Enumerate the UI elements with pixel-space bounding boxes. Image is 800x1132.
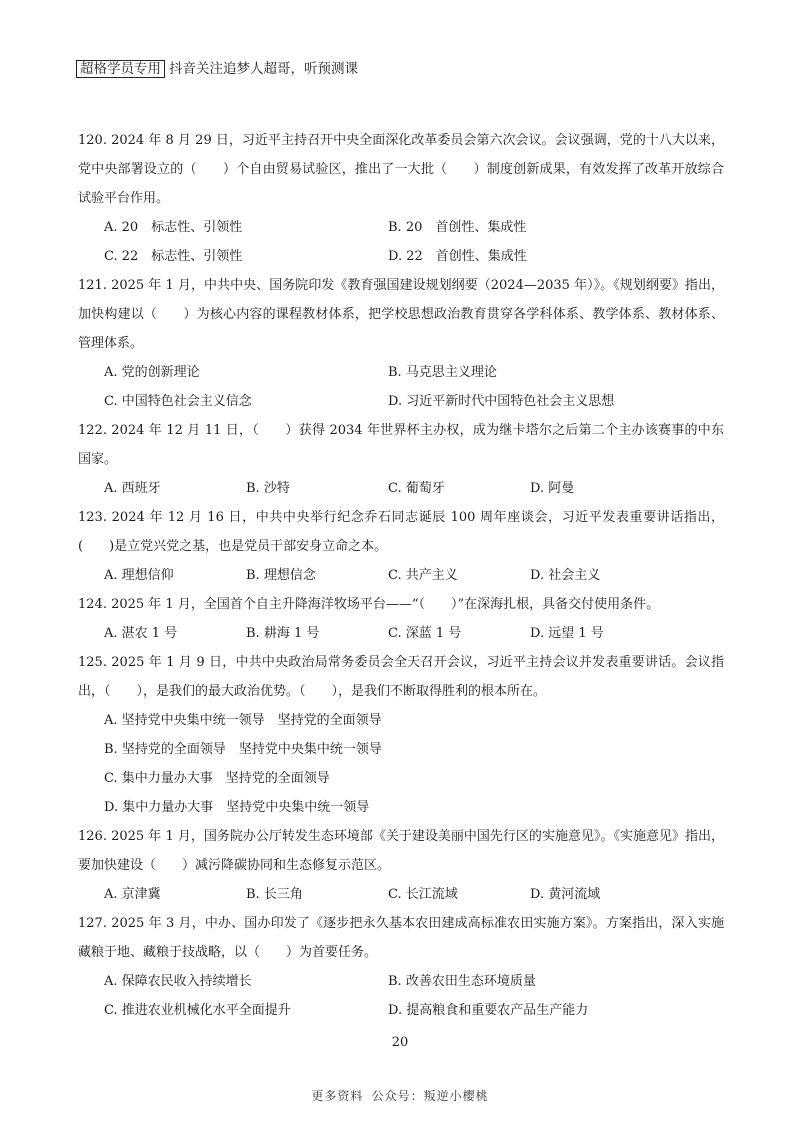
option-d: D. 阿曼 <box>530 481 575 496</box>
options-row <box>78 706 724 735</box>
option-a: A. 京津冀 <box>104 887 161 902</box>
options-row <box>78 967 724 996</box>
question-stem: 123. 2024 年 12 月 16 日，中共中央举行纪念乔石同志诞辰 100 周年座谈会，习近平发表重要讲话指出，( )是立党兴党之基，也是党员干部安身立命之本。 <box>78 510 724 554</box>
option-c: C. 葡萄牙 <box>388 481 445 496</box>
options-row <box>78 358 724 387</box>
option-c: C. 长江流域 <box>388 887 458 902</box>
option-d: D. 集中力量办大事 坚持党中央集中统一领导 <box>104 800 370 815</box>
options-row <box>78 996 724 1025</box>
option-c: C. 中国特色社会主义信念 <box>104 394 252 409</box>
options-row <box>78 619 724 648</box>
options-row <box>78 242 724 271</box>
option-a: A. 西班牙 <box>104 481 161 496</box>
option-a: A. 20 标志性、引领性 <box>104 220 243 235</box>
option-b: B. 改善农田生态环境质量 <box>388 974 536 989</box>
option-b: B. 长三角 <box>246 887 303 902</box>
options-row <box>78 880 724 909</box>
option-a: A. 保障农民收入持续增长 <box>104 974 252 989</box>
option-d: D. 远望 1 号 <box>530 626 604 641</box>
option-b: B. 马克思主义理论 <box>388 365 497 380</box>
option-c: C. 深蓝 1 号 <box>388 626 462 641</box>
page-number: 20 <box>391 1035 409 1050</box>
options-row <box>78 735 724 764</box>
question-list <box>78 126 724 1025</box>
question-stem: 121. 2025 年 1 月，中共中央、国务院印发《教育强国建设规划纲要（2024—2035 年）》。《规划纲要》指出，加快构建以（ ）为核心内容的课程教材体系，把学校思想政治教育贯穿各学科体系、教学体系、教材体系、管理体系。 <box>78 278 724 351</box>
option-d: D. 黄河流域 <box>530 887 601 902</box>
header-tag: 超格学员专用 <box>76 60 165 78</box>
question-stem: 126. 2025 年 1 月，国务院办公厅转发生态环境部《关于建设美丽中国先行区的实施意见》。《实施意见》指出，要加快建设（ ）减污降碳协同和生态修复示范区。 <box>78 829 724 873</box>
option-b: B. 20 首创性、集成性 <box>388 220 527 235</box>
option-d: D. 习近平新时代中国特色社会主义思想 <box>388 394 615 409</box>
option-b: B. 耕海 1 号 <box>246 626 320 641</box>
footer-note: 更多资料 公众号：叛逆小樱桃 <box>311 1089 489 1103</box>
option-c: C. 共产主义 <box>388 568 458 583</box>
option-d: D. 提高粮食和重要农产品生产能力 <box>388 1003 589 1018</box>
option-d: D. 22 首创性、集成性 <box>388 249 527 264</box>
option-a: A. 理想信仰 <box>104 568 174 583</box>
question-stem: 120. 2024 年 8 月 29 日，习近平主持召开中央全面深化改革委员会第六次会议。会议强调，党的十八大以来，党中央部署设立的（ ）个自由贸易试验区，推出了一大批（ ）制度创新成果，有效发挥了改革开放综合试验平台作用。 <box>78 133 724 206</box>
option-b: B. 坚持党的全面领导 坚持党中央集中统一领导 <box>104 742 382 757</box>
option-a: A. 坚持党中央集中统一领导 坚持党的全面领导 <box>104 713 382 728</box>
options-row <box>78 387 724 416</box>
option-b: B. 理想信念 <box>246 568 316 583</box>
option-a: A. 党的创新理论 <box>104 365 200 380</box>
option-b: B. 沙特 <box>246 481 290 496</box>
option-d: D. 社会主义 <box>530 568 601 583</box>
page-header <box>76 59 358 79</box>
options-row <box>78 474 724 503</box>
question-stem: 127. 2025 年 3 月，中办、国办印发了《逐步把永久基本农田建成高标准农田实施方案》。方案指出，深入实施藏粮于地、藏粮于技战略，以（ ）为首要任务。 <box>78 916 724 960</box>
question-stem: 125. 2025 年 1 月 9 日，中共中央政治局常务委员会全天召开会议，习近平主持会议并发表重要讲话。会议指出，（ ），是我们的最大政治优势。（ ），是我们不断取得胜利的根本所在。 <box>78 655 724 699</box>
option-c: C. 22 标志性、引领性 <box>104 249 243 264</box>
option-c: C. 推进农业机械化水平全面提升 <box>104 1003 291 1018</box>
question-stem: 124. 2025 年 1 月，全国首个自主升降海洋牧场平台——“（ ）”在深海扎根，具备交付使用条件。 <box>78 597 660 612</box>
option-c: C. 集中力量办大事 坚持党的全面领导 <box>104 771 330 786</box>
options-row <box>78 213 724 242</box>
question-stem: 122. 2024 年 12 月 11 日，（ ）获得 2034 年世界杯主办权，成为继卡塔尔之后第二个主办该赛事的中东国家。 <box>78 423 724 467</box>
options-row <box>78 764 724 793</box>
header-text: 抖音关注追梦人超哥，听预测课 <box>169 61 358 77</box>
options-row <box>78 561 724 590</box>
options-row <box>78 793 724 822</box>
option-a: A. 湛农 1 号 <box>104 626 178 641</box>
